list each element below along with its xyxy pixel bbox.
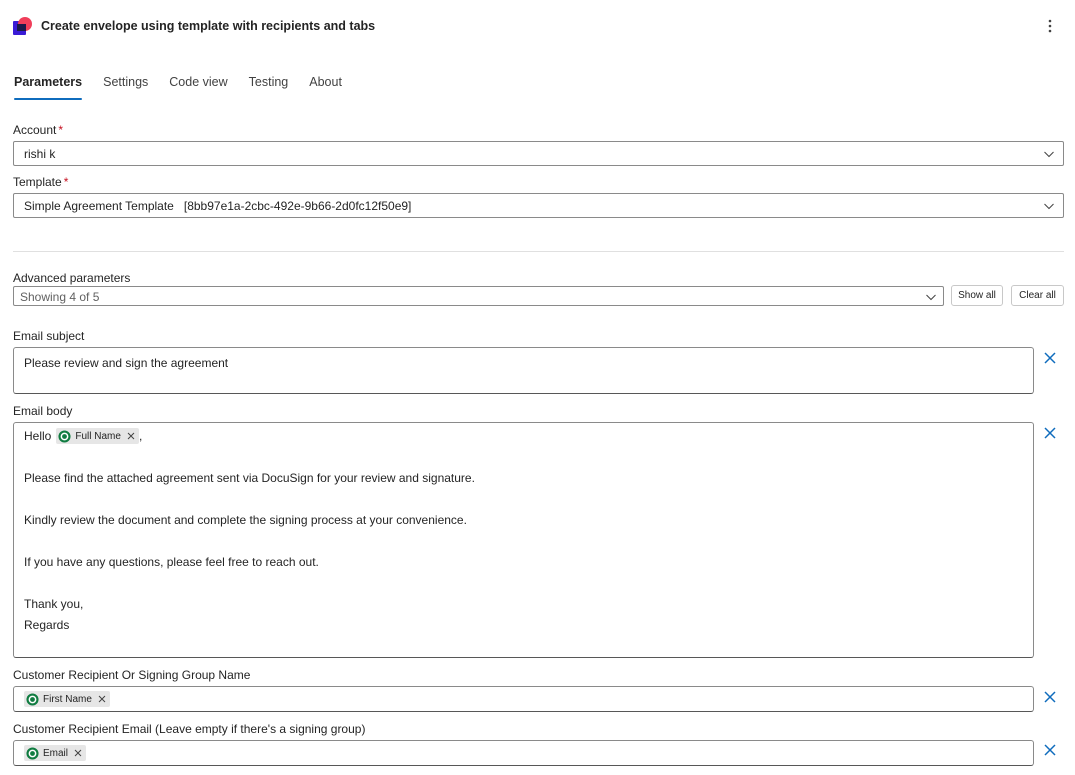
required-mark: * <box>58 123 64 137</box>
account-label: Account * <box>13 123 64 137</box>
dataverse-icon <box>26 747 39 760</box>
remove-token-icon[interactable] <box>127 432 135 440</box>
email-body-label: Email body <box>13 404 73 418</box>
page-title: Create envelope using template with recipients and tabs <box>41 19 376 33</box>
remove-parameter-button[interactable] <box>1043 690 1057 704</box>
tab-code-view[interactable]: Code view <box>169 75 228 89</box>
required-mark: * <box>63 175 69 189</box>
email-body-line-5: Thank you, <box>24 597 84 611</box>
email-body-line-2: Please find the attached agreement sent via DocuSign for your review and signature. <box>24 471 475 485</box>
dynamic-content-token[interactable]: Full Name <box>56 428 139 444</box>
section-divider <box>13 251 1064 252</box>
tab-parameters[interactable]: Parameters <box>14 74 82 100</box>
chevron-down-icon <box>925 291 937 303</box>
chevron-down-icon <box>1043 148 1055 160</box>
more-vertical-icon <box>1048 19 1052 33</box>
email-body-input[interactable] <box>13 422 1034 658</box>
show-all-button[interactable]: Show all <box>951 285 1003 306</box>
recipient-name-label: Customer Recipient Or Signing Group Name <box>13 668 251 682</box>
tab-testing[interactable]: Testing <box>248 75 289 89</box>
remove-parameter-button[interactable] <box>1043 426 1057 440</box>
dataverse-icon <box>26 693 39 706</box>
chevron-down-icon <box>1043 200 1055 212</box>
email-subject-input[interactable] <box>13 347 1034 394</box>
email-body-line-3: Kindly review the document and complete the signing process at your convenience. <box>24 513 467 527</box>
clear-all-button[interactable]: Clear all <box>1011 285 1064 306</box>
email-body-line-1: Hello Full Name , <box>24 429 143 443</box>
template-value: Simple Agreement Template [8bb97e1a-2cbc-492e-9b66-2d0fc12f50e9] <box>24 199 412 213</box>
header <box>0 0 1075 54</box>
tab-about[interactable]: About <box>309 75 342 89</box>
recipient-email-content <box>24 745 86 761</box>
power-automate-logo <box>13 16 33 36</box>
tab-settings[interactable]: Settings <box>103 75 149 89</box>
email-body-line-6: Regards <box>24 618 70 632</box>
account-value: rishi k <box>24 147 56 161</box>
recipient-name-input[interactable] <box>13 686 1034 712</box>
tab-list <box>14 74 363 100</box>
template-label: Template * <box>13 175 69 189</box>
remove-token-icon[interactable] <box>98 695 106 703</box>
email-subject-value: Please review and sign the agreement <box>24 356 229 370</box>
remove-parameter-button[interactable] <box>1043 351 1057 365</box>
dynamic-content-token[interactable]: Email <box>24 745 86 761</box>
remove-token-icon[interactable] <box>74 749 82 757</box>
template-dropdown[interactable] <box>13 193 1064 218</box>
recipient-email-label: Customer Recipient Email (Leave empty if there's a signing group) <box>13 722 366 736</box>
advanced-parameters-label: Advanced parameters <box>13 271 131 285</box>
recipient-email-input[interactable] <box>13 740 1034 766</box>
advanced-parameters-dropdown[interactable] <box>13 286 944 306</box>
account-dropdown[interactable] <box>13 141 1064 166</box>
more-options-button[interactable] <box>1041 17 1059 35</box>
email-subject-label: Email subject <box>13 329 85 343</box>
email-body-line-4: If you have any questions, please feel free to reach out. <box>24 555 319 569</box>
recipient-name-content <box>24 691 110 707</box>
dynamic-content-token[interactable]: First Name <box>24 691 110 707</box>
dataverse-icon <box>58 430 71 443</box>
remove-parameter-button[interactable] <box>1043 743 1057 757</box>
advanced-parameters-value: Showing 4 of 5 <box>20 290 100 304</box>
